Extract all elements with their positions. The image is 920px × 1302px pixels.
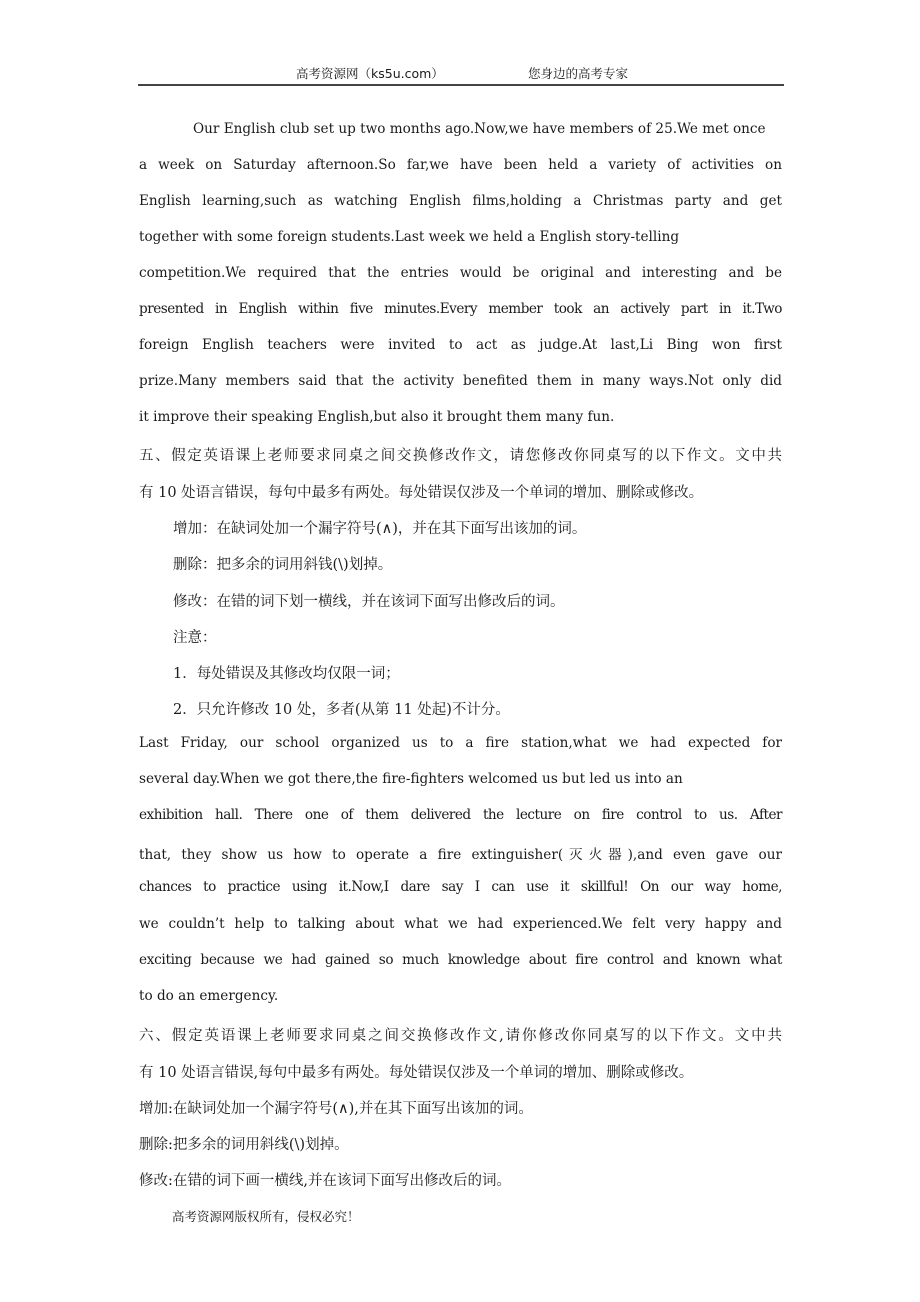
header-divider <box>138 84 784 86</box>
section-5-note-label: 注意： <box>173 630 217 646</box>
header-slogan: 您身边的高考专家 <box>528 66 629 81</box>
passage-1-line: presented in English within five minutes.Every member took an actively part in it.Two <box>139 301 782 317</box>
passage-2-line: exhibition hall. There one of them delivered the lecture on fire control to us. After <box>139 807 782 823</box>
passage-2-line: exciting because we had gained so much knowledge about fire control and known what <box>139 952 782 968</box>
page-footer-copyright: 高考资源网版权所有，侵权必究！ <box>172 1209 360 1224</box>
passage-1-line: English learning,such as watching English films,holding a Christmas party and get <box>139 193 782 209</box>
passage-1-line: foreign English teachers were invited to act as judge.At last,Li Bing won first <box>139 337 782 353</box>
passage-2-line: several day.When we got there,the fire-fighters welcomed us but led us into an <box>139 771 683 787</box>
section-5-note-2: 2．只允许修改 10 处，多者(从第 11 处起)不计分。 <box>173 702 510 718</box>
section-5-intro: 五、假定英语课上老师要求同桌之间交换修改作文，请您修改你同桌写的以下作文。文中共 <box>139 448 782 464</box>
passage-1-line: a week on Saturday afternoon.So far,we have been held a variety of activities on <box>139 157 782 173</box>
passage-1-line: Our English club set up two months ago.Now,we have members of 25.We met once <box>193 121 766 137</box>
section-5-rule-delete: 删除：把多余的词用斜钱(\)划掉。 <box>173 557 393 573</box>
passage-1-line: it improve their speaking English,but also it brought them many fun. <box>139 409 615 425</box>
header-site-name: 高考资源网（ks5u.com） <box>296 66 444 81</box>
section-5-rule-add: 增加：在缺词处加一个漏字符号(∧)，并在其下面写出该加的词。 <box>173 521 587 537</box>
section-6-intro: 有 10 处语言错误,每句中最多有两处。每处错误仅涉及一个单词的增加、删除或修改。 <box>139 1065 694 1081</box>
passage-2-line: chances to practice using it.Now,I dare say I can use it skillful! On our way home, <box>139 879 782 895</box>
section-6-rule-modify: 修改:在错的词下画一横线,并在该词下面写出修改后的词。 <box>139 1173 511 1189</box>
passage-2-line: Last Friday, our school organized us to a fire station,what we had expected for <box>139 735 782 751</box>
passage-2-line: that, they show us how to operate a fire extinguisher(灭火器),and even gave our <box>139 847 782 863</box>
page-header <box>138 64 784 86</box>
passage-2-line: we couldn’t help to talking about what we had experienced.We felt very happy and <box>139 916 782 932</box>
passage-2-line: to do an emergency. <box>139 988 279 1004</box>
passage-1-line: prize.Many members said that the activity benefited them in many ways.Not only did <box>139 373 782 389</box>
section-6-rule-add: 增加:在缺词处加一个漏字符号(∧),并在其下面写出该加的词。 <box>139 1101 533 1117</box>
section-5-intro: 有 10 处语言错误，每句中最多有两处。每处错误仅涉及一个单词的增加、删除或修改。 <box>139 485 704 501</box>
section-5-rule-modify: 修改：在错的词下划一横线，并在该词下面写出修改后的词。 <box>173 594 565 610</box>
section-6-rule-delete: 删除:把多余的词用斜线(\)划掉。 <box>139 1137 349 1153</box>
passage-1-line: competition.We required that the entries would be original and interesting and be <box>139 265 782 281</box>
passage-1-line: together with some foreign students.Last week we held a English story-telling <box>139 229 680 245</box>
section-6-intro: 六、假定英语课上老师要求同桌之间交换修改作文,请你修改你同桌写的以下作文。文中共 <box>139 1028 782 1044</box>
section-5-note-1: 1．每处错误及其修改均仅限一词； <box>173 666 400 682</box>
